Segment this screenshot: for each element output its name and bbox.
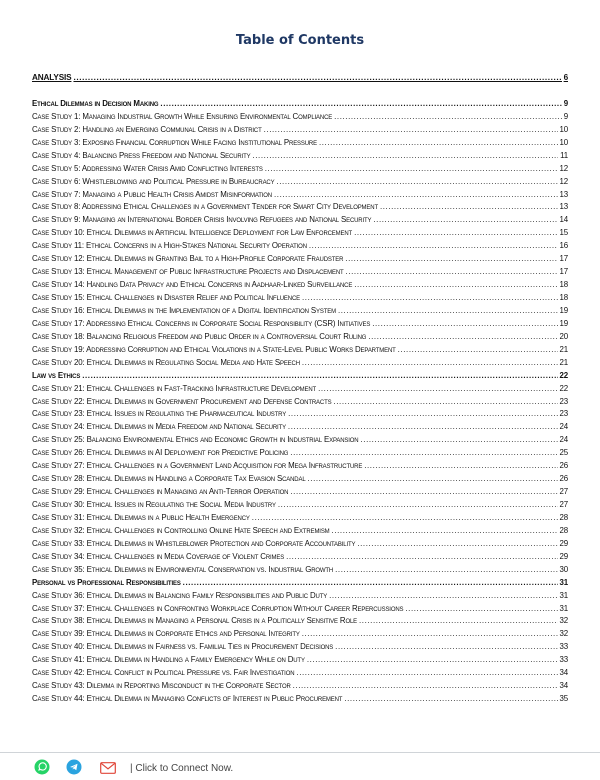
toc-entry-label: Law vs Ethics: [32, 370, 81, 380]
toc-entry-label: Case Study 36: Ethical Dilemmas in Balancing Family Responsibilities and Public Duty: [32, 590, 328, 600]
toc-page-number: 28: [559, 512, 568, 522]
toc-leader-dots: [346, 266, 558, 279]
toc-leader-dots: [405, 603, 557, 616]
toc-page-number: 22: [559, 383, 568, 393]
toc-analysis-entry[interactable]: [32, 72, 568, 85]
toc-case-study-entry[interactable]: [32, 654, 568, 667]
toc-entry-label: Case Study 23: Ethical Issues in Regulating the Pharmaceutical Industry: [32, 409, 287, 419]
toc-case-study-entry[interactable]: [32, 499, 568, 512]
toc-page-number: 12: [559, 163, 568, 173]
toc-leader-dots: [357, 538, 557, 551]
toc-leader-dots: [344, 693, 557, 706]
toc-entry-label: Case Study 39: Ethical Dilemmas in Corporate Ethics and Personal Integrity: [32, 629, 300, 639]
toc-entry-label: Case Study 14: Handling Data Privacy and Ethical Concerns in Aadhaar-Linked Surveillance: [32, 280, 353, 290]
toc-case-study-entry[interactable]: [32, 279, 568, 292]
toc-case-study-entry[interactable]: [32, 473, 568, 486]
toc-page-number: 32: [559, 616, 568, 626]
toc-leader-dots: [73, 72, 561, 85]
toc-case-study-entry[interactable]: [32, 486, 568, 499]
toc-case-study-entry[interactable]: [32, 150, 568, 163]
toc-leader-dots: [335, 641, 557, 654]
toc-section-heading[interactable]: [32, 98, 568, 111]
toc-case-study-entry[interactable]: [32, 124, 568, 137]
toc-page-number: 25: [559, 448, 568, 458]
toc-leader-dots: [160, 98, 561, 111]
toc-entry-label: Personal vs Professional Responsibilities: [32, 577, 181, 587]
toc-page-number: 17: [559, 267, 568, 277]
toc-entry-label: Case Study 5: Addressing Water Crisis Amid Conflicting Interests: [32, 163, 263, 173]
toc-page-number: 35: [559, 694, 568, 704]
toc-page-number: 12: [559, 176, 568, 186]
toc-entry-label: ANALYSIS: [32, 73, 72, 82]
toc-case-study-entry[interactable]: [32, 305, 568, 318]
toc-page-number: 21: [559, 357, 568, 367]
toc-entry-label: Case Study 16: Ethical Dilemmas in the Implementation of a Digital Identification System: [32, 305, 336, 315]
toc-entry-label: Case Study 12: Ethical Dilemmas in Granting Bail to a High-Profile Corporate Fraudster: [32, 254, 344, 264]
toc-entry-label: Case Study 19: Addressing Corruption and Ethical Violations in a State-Level Public Works Department: [32, 344, 396, 354]
toc-page-number: 33: [559, 642, 568, 652]
table-of-contents: [32, 72, 568, 706]
toc-entry-label: Case Study 15: Ethical Challenges in Disaster Relief and Political Influence: [32, 293, 300, 302]
toc-leader-dots: [359, 615, 558, 628]
toc-page-number: 6: [563, 73, 568, 82]
toc-entry-label: Case Study 35: Ethical Dilemmas in Environmental Conservation vs. Industrial Growth: [32, 564, 334, 574]
toc-entry-label: Case Study 9: Managing an International Border Crisis Involving Refugees and National Security: [32, 215, 372, 225]
toc-entry-label: Case Study 29: Ethical Challenges in Managing an Anti-Terror Operation: [32, 487, 289, 497]
toc-page-number: 18: [559, 280, 568, 290]
toc-page-number: 34: [559, 668, 568, 678]
toc-leader-dots: [345, 253, 557, 266]
toc-entry-label: Case Study 21: Ethical Challenges in Fast-Tracking Infrastructure Development: [32, 383, 317, 393]
toc-page-number: 23: [559, 409, 568, 419]
telegram-icon[interactable]: [66, 759, 82, 780]
toc-section-heading[interactable]: [32, 577, 568, 590]
toc-leader-dots: [274, 189, 558, 202]
toc-case-study-entry[interactable]: [32, 434, 568, 447]
toc-page-number: 20: [559, 331, 568, 341]
toc-case-study-entry[interactable]: [32, 163, 568, 176]
toc-leader-dots: [252, 150, 558, 163]
toc-case-study-entry[interactable]: [32, 357, 568, 370]
toc-case-study-entry[interactable]: [32, 318, 568, 331]
toc-entry-label: Case Study 25: Balancing Environmental Ethics and Economic Growth in Industrial Expansion: [32, 435, 359, 445]
toc-leader-dots: [290, 447, 557, 460]
toc-case-study-entry[interactable]: [32, 331, 568, 344]
toc-case-study-entry[interactable]: [32, 227, 568, 240]
toc-entry-label: Case Study 33: Ethical Dilemmas in Whistleblower Protection and Corporate Accountability: [32, 538, 356, 548]
toc-page-number: 10: [559, 137, 568, 147]
toc-leader-dots: [338, 305, 558, 318]
toc-leader-dots: [278, 499, 558, 512]
toc-leader-dots: [332, 525, 558, 538]
toc-entry-label: Case Study 28: Ethical Dilemmas in Handling a Corporate Tax Evasion Scandal: [32, 474, 306, 484]
toc-case-study-entry[interactable]: [32, 189, 568, 202]
toc-case-study-entry[interactable]: [32, 292, 568, 305]
toc-page-number: 26: [559, 474, 568, 484]
toc-case-study-entry[interactable]: [32, 344, 568, 357]
toc-case-study-entry[interactable]: [32, 383, 568, 396]
toc-section-heading[interactable]: [32, 370, 568, 383]
toc-page-number: 33: [559, 655, 568, 665]
toc-entry-label: Case Study 44: Ethical Dilemma in Managing Conflicts of Interest in Public Procurement: [32, 694, 343, 704]
toc-case-study-entry[interactable]: [32, 551, 568, 564]
toc-leader-dots: [286, 551, 557, 564]
toc-leader-dots: [373, 214, 557, 227]
toc-page-number: 29: [559, 551, 568, 561]
toc-case-study-entry[interactable]: [32, 641, 568, 654]
toc-case-study-entry[interactable]: [32, 460, 568, 473]
toc-case-study-entry[interactable]: [32, 447, 568, 460]
toc-entry-label: Case Study 34: Ethical Challenges in Media Coverage of Violent Crimes: [32, 551, 285, 561]
toc-leader-dots: [183, 577, 558, 590]
toc-leader-dots: [335, 564, 557, 577]
toc-page-number: 10: [559, 124, 568, 134]
toc-leader-dots: [308, 473, 558, 486]
toc-page-number: 24: [559, 422, 568, 432]
whatsapp-icon[interactable]: [34, 759, 50, 780]
toc-page-number: 11: [560, 150, 568, 160]
toc-entry-label: Case Study 11: Ethical Concerns in a High-Stakes National Security Operation: [32, 241, 307, 251]
toc-leader-dots: [368, 331, 557, 344]
toc-leader-dots: [288, 408, 557, 421]
toc-leader-dots: [265, 163, 558, 176]
toc-leader-dots: [302, 292, 558, 305]
mail-icon[interactable]: [100, 761, 116, 779]
toc-entry-label: Case Study 43: Dilemma in Reporting Misconduct in the Corporate Sector: [32, 681, 291, 691]
toc-page-number: 23: [559, 396, 568, 406]
toc-entry-label: Case Study 22: Ethical Dilemmas in Government Procurement and Defense Contracts: [32, 396, 332, 406]
toc-case-study-entry[interactable]: [32, 201, 568, 214]
toc-leader-dots: [329, 590, 557, 603]
toc-leader-dots: [354, 227, 557, 240]
toc-leader-dots: [364, 460, 557, 473]
toc-case-study-entry[interactable]: [32, 680, 568, 693]
toc-page-number: 32: [559, 629, 568, 639]
toc-page-number: 27: [559, 487, 568, 497]
toc-entry-label: Case Study 3: Exposing Financial Corruption While Facing Institutional Pressure: [32, 137, 317, 147]
toc-entry-label: Case Study 18: Balancing Religious Freedom and Public Order in a Controversial Court Ruling: [32, 331, 367, 341]
toc-entry-label: Case Study 8: Addressing Ethical Challenges in a Government Tender for Smart City Development: [32, 202, 378, 212]
toc-case-study-entry[interactable]: [32, 525, 568, 538]
toc-leader-dots: [288, 421, 558, 434]
toc-page-number: 18: [559, 293, 568, 302]
toc-case-study-entry[interactable]: [32, 214, 568, 227]
toc-page-number: 31: [559, 577, 568, 587]
toc-entry-label: Case Study 37: Ethical Challenges in Confronting Workplace Corruption Without Career Repercussions: [32, 603, 404, 613]
toc-leader-dots: [319, 137, 558, 150]
footer-caption[interactable]: | Click to Connect Now.: [130, 763, 234, 774]
toc-case-study-entry[interactable]: [32, 590, 568, 603]
toc-case-study-entry[interactable]: [32, 137, 568, 150]
toc-entry-label: Case Study 27: Ethical Challenges in a Government Land Acquisition for Mega Infrastructure: [32, 461, 363, 471]
toc-page-number: 29: [559, 538, 568, 548]
toc-case-study-entry[interactable]: [32, 421, 568, 434]
toc-leader-dots: [372, 318, 557, 331]
toc-page-number: 16: [559, 241, 568, 251]
toc-leader-dots: [333, 396, 557, 409]
toc-case-study-entry[interactable]: [32, 615, 568, 628]
toc-page-number: 21: [559, 344, 568, 354]
toc-page-number: 17: [559, 254, 568, 264]
toc-page-number: 22: [559, 370, 568, 380]
toc-entry-label: Case Study 24: Ethical Dilemmas in Media Freedom and National Security: [32, 422, 286, 432]
toc-page-number: 15: [559, 228, 568, 238]
toc-case-study-entry[interactable]: [32, 111, 568, 124]
toc-case-study-entry[interactable]: [32, 253, 568, 266]
toc-leader-dots: [354, 279, 557, 292]
toc-case-study-entry[interactable]: [32, 266, 568, 279]
toc-page-number: 27: [559, 500, 568, 509]
toc-leader-dots: [302, 357, 558, 370]
toc-leader-dots: [290, 486, 557, 499]
toc-entry-label: Case Study 4: Balancing Press Freedom and National Security: [32, 150, 251, 160]
toc-page-number: 30: [559, 564, 568, 574]
toc-entry-label: Case Study 30: Ethical Issues in Regulating the Social Media Industry: [32, 500, 276, 509]
toc-page-number: 19: [559, 305, 568, 315]
toc-page-number: 28: [559, 525, 568, 535]
toc-page-number: 13: [559, 189, 568, 199]
toc-entry-label: Case Study 1: Managing Industrial Growth While Ensuring Environmental Compliance: [32, 111, 333, 121]
toc-entry-label: Case Study 10: Ethical Dilemmas in Artificial Intelligence Deployment for Law Enforcement: [32, 228, 353, 238]
toc-leader-dots: [398, 344, 558, 357]
toc-leader-dots: [296, 667, 557, 680]
toc-entry-label: Case Study 40: Ethical Dilemmas in Fairness vs. Familial Ties in Procurement Decisions: [32, 642, 334, 652]
toc-case-study-entry[interactable]: [32, 396, 568, 409]
toc-leader-dots: [82, 370, 557, 383]
toc-leader-dots: [360, 434, 557, 447]
toc-entry-label: Case Study 17: Addressing Ethical Concerns in Corporate Social Responsibility (CSR) Initiatives: [32, 318, 371, 328]
toc-leader-dots: [264, 124, 558, 137]
footer-bar: [0, 752, 600, 780]
toc-entry-label: Case Study 6: Whistleblowing and Political Pressure in Bureaucracy: [32, 176, 275, 186]
toc-entry-label: Case Study 31: Ethical Dilemmas in a Public Health Emergency: [32, 512, 250, 522]
toc-case-study-entry[interactable]: [32, 693, 568, 706]
toc-leader-dots: [318, 383, 557, 396]
toc-entry-label: Case Study 2: Handling an Emerging Communal Crisis in a District: [32, 124, 262, 134]
toc-entry-label: Case Study 7: Managing a Public Health Crisis Amidst Misinformation: [32, 189, 272, 199]
toc-entry-label: Case Study 32: Ethical Challenges in Controlling Online Hate Speech and Extremism: [32, 525, 330, 535]
toc-case-study-entry[interactable]: [32, 512, 568, 525]
toc-leader-dots: [380, 201, 558, 214]
toc-leader-dots: [293, 680, 558, 693]
toc-page-number: 14: [559, 215, 568, 225]
page-title: Table of Contents: [235, 33, 365, 48]
toc-leader-dots: [309, 240, 558, 253]
toc-spacer: [32, 85, 568, 98]
toc-page-number: 26: [559, 461, 568, 471]
toc-page-number: 31: [559, 603, 568, 613]
toc-case-study-entry[interactable]: [32, 538, 568, 551]
toc-entry-label: Case Study 41: Ethical Dilemma in Handling a Family Emergency While on Duty: [32, 655, 305, 665]
toc-leader-dots: [302, 628, 558, 641]
toc-entry-label: Case Study 38: Ethical Dilemmas in Managing a Personal Crisis in a Politically Sensitive Role: [32, 616, 358, 626]
toc-leader-dots: [252, 512, 558, 525]
toc-leader-dots: [334, 111, 562, 124]
toc-entry-label: Case Study 20: Ethical Dilemmas in Regulating Social Media and Hate Speech: [32, 357, 300, 367]
toc-page-number: 9: [563, 111, 568, 121]
toc-leader-dots: [276, 176, 557, 189]
toc-page-number: 13: [559, 202, 568, 212]
toc-case-study-entry[interactable]: [32, 603, 568, 616]
toc-entry-label: Case Study 26: Ethical Dilemmas in AI Deployment for Predictive Policing: [32, 448, 289, 458]
toc-case-study-entry[interactable]: [32, 564, 568, 577]
toc-case-study-entry[interactable]: [32, 176, 568, 189]
toc-case-study-entry[interactable]: [32, 408, 568, 421]
toc-page-number: 34: [559, 681, 568, 691]
toc-case-study-entry[interactable]: [32, 628, 568, 641]
toc-entry-label: Case Study 42: Ethical Conflict in Political Pressure vs. Fair Investigation: [32, 668, 295, 678]
toc-page-number: 31: [559, 590, 568, 600]
toc-entry-label: Ethical Dilemmas in Decision Making: [32, 98, 159, 108]
toc-page-number: 24: [559, 435, 568, 445]
toc-entry-label: Case Study 13: Ethical Management of Public Infrastructure Projects and Displacement: [32, 267, 344, 277]
toc-page-number: 19: [559, 318, 568, 328]
toc-case-study-entry[interactable]: [32, 667, 568, 680]
toc-case-study-entry[interactable]: [32, 240, 568, 253]
toc-leader-dots: [307, 654, 558, 667]
toc-page-number: 9: [563, 98, 568, 108]
